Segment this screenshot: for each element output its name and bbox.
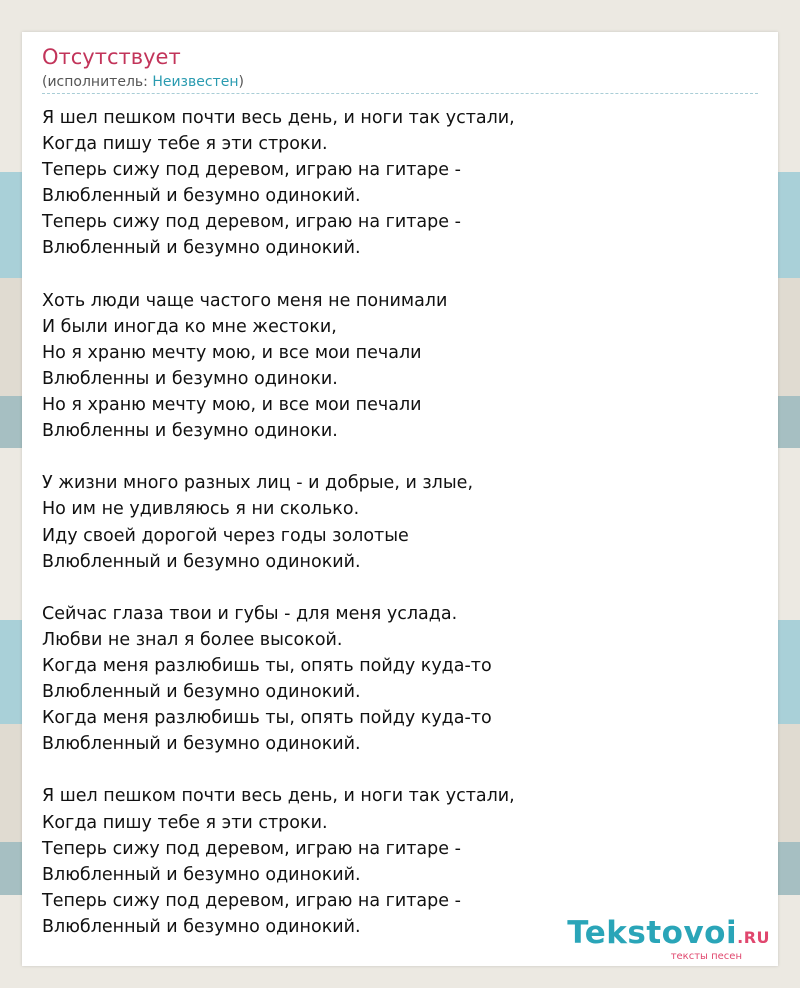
lyrics-body <box>42 105 762 940</box>
artist-link[interactable]: Неизвестен <box>152 74 239 90</box>
lyric-line: Влюбленный и безумно одинокий. <box>42 916 361 937</box>
artist-suffix: ) <box>238 74 244 90</box>
lyric-line: И были иногда ко мне жестоки, <box>42 316 337 337</box>
lyric-line: Влюбленный и безумно одинокий. <box>42 734 361 755</box>
stanza-break <box>42 757 762 783</box>
lyric-line: Когда меня разлюбишь ты, опять пойду куда-то <box>42 655 492 676</box>
lyric-line: Влюбленный и безумно одинокий. <box>42 864 361 885</box>
logo-tagline: тексты песен <box>670 951 742 962</box>
site-logo[interactable] <box>567 917 770 962</box>
title-divider <box>42 93 758 94</box>
stanza-break <box>42 262 762 288</box>
lyric-line: Теперь сижу под деревом, играю на гитаре - <box>42 212 461 233</box>
logo-tld: .RU <box>737 928 770 947</box>
lyric-line: Теперь сижу под деревом, играю на гитаре - <box>42 160 461 181</box>
lyric-line: Влюбленный и безумно одинокий. <box>42 186 361 207</box>
lyric-line: Когда меня разлюбишь ты, опять пойду куда-то <box>42 708 492 729</box>
lyric-line: Когда пишу тебе я эти строки. <box>42 134 328 155</box>
logo-name: Tekstovoi <box>567 915 738 951</box>
stanza-break <box>42 444 762 470</box>
lyric-line: Теперь сижу под деревом, играю на гитаре - <box>42 890 461 911</box>
lyric-line: Любви не знал я более высокой. <box>42 629 343 650</box>
lyric-line: Я шел пешком почти весь день, и ноги так устали, <box>42 786 515 807</box>
lyrics-card <box>22 32 778 966</box>
lyric-line: Влюбленный и безумно одинокий. <box>42 238 361 259</box>
lyric-line: Влюбленны и безумно одиноки. <box>42 368 338 389</box>
stanza-break <box>42 575 762 601</box>
lyric-line: Влюбленны и безумно одиноки. <box>42 421 338 442</box>
song-title: Отсутствует <box>42 45 181 69</box>
lyric-line: Хоть люди чаще частого меня не понимали <box>42 290 448 311</box>
artist-prefix: (исполнитель: <box>42 74 153 90</box>
lyric-line: Но я храню мечту мою, и все мои печали <box>42 342 422 363</box>
lyric-line: Я шел пешком почти весь день, и ноги так устали, <box>42 108 515 128</box>
lyric-line: У жизни много разных лиц - и добрые, и злые, <box>42 473 474 494</box>
lyric-line: Влюбленный и безумно одинокий. <box>42 682 361 703</box>
artist-line <box>42 73 244 91</box>
lyric-line: Влюбленный и безумно одинокий. <box>42 551 361 572</box>
lyric-line: Сейчас глаза твои и губы - для меня услада. <box>42 603 458 624</box>
lyric-line: Когда пишу тебе я эти строки. <box>42 812 328 833</box>
logo-wordmark <box>567 917 770 954</box>
lyric-line: Иду своей дорогой через годы золотые <box>42 525 409 546</box>
lyric-line: Но им не удивляюсь я ни сколько. <box>42 499 360 520</box>
lyric-line: Но я храню мечту мою, и все мои печали <box>42 395 422 416</box>
lyric-line: Теперь сижу под деревом, играю на гитаре - <box>42 838 461 859</box>
